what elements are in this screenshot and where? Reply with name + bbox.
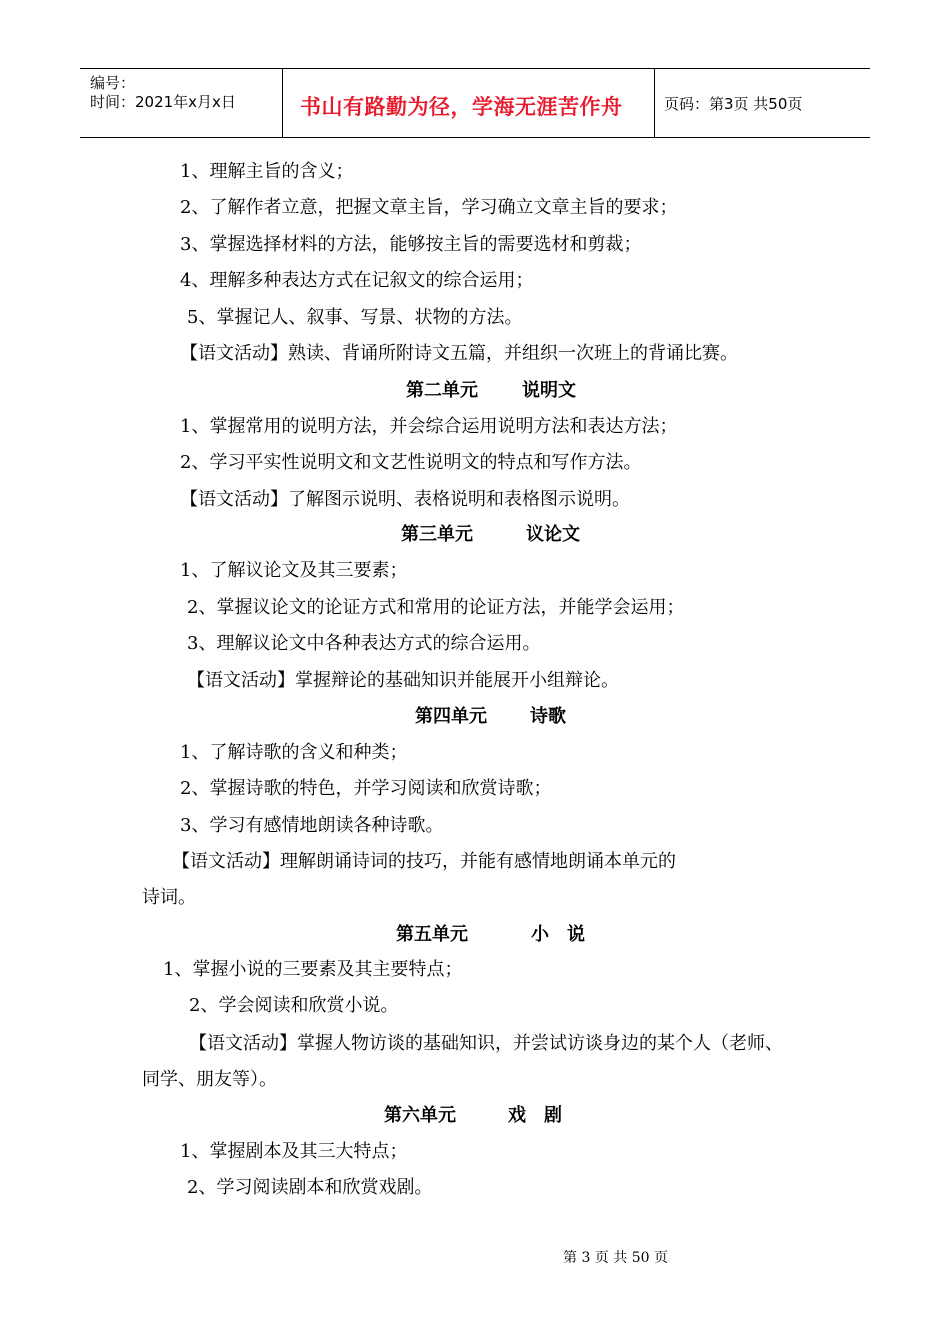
list-item: 1、理解主旨的含义； <box>180 161 354 182</box>
page-footer: 第 3 页 共 50 页 <box>563 1250 668 1266</box>
unit-subtitle: 诗歌 <box>530 706 566 727</box>
header-info-cell <box>80 69 283 137</box>
activity-text: 【语文活动】理解朗诵诗词的技巧，并能有感情地朗诵本单元的 <box>172 851 676 872</box>
list-item: 2、学习阅读剧本和欣赏戏剧。 <box>187 1177 433 1198</box>
number-label: 编号： <box>90 74 136 92</box>
list-item: 1、掌握剧本及其三大特点； <box>180 1141 408 1162</box>
list-item: 1、了解议论文及其三要素； <box>180 560 408 581</box>
list-item: 1、掌握常用的说明方法，并会综合运用说明方法和表达方法； <box>180 416 678 437</box>
list-item: 3、掌握选择材料的方法，能够按主旨的需要选材和剪裁； <box>180 234 642 255</box>
list-item: 3、学习有感情地朗读各种诗歌。 <box>180 815 444 836</box>
activity-text-continued: 诗词。 <box>142 887 196 908</box>
time-label: 时间：2021年x月x日 <box>90 93 236 111</box>
list-item: 2、掌握议论文的论证方式和常用的论证方法，并能学会运用； <box>187 597 685 618</box>
activity-text: 【语文活动】熟读、背诵所附诗文五篇，并组织一次班上的背诵比赛。 <box>180 343 738 364</box>
unit-subtitle: 说明文 <box>522 380 576 401</box>
unit-title: 第六单元 <box>384 1105 456 1126</box>
list-item: 5、掌握记人、叙事、写景、状物的方法。 <box>187 307 523 328</box>
list-item: 4、理解多种表达方式在记叙文的综合运用； <box>180 270 534 291</box>
header-page-cell <box>655 69 870 137</box>
header-motto-cell <box>282 69 655 137</box>
list-item: 2、学会阅读和欣赏小说。 <box>189 995 399 1016</box>
activity-text: 【语文活动】掌握辩论的基础知识并能展开小组辩论。 <box>187 670 619 691</box>
list-item: 1、了解诗歌的含义和种类； <box>180 742 408 763</box>
activity-text: 【语文活动】了解图示说明、表格说明和表格图示说明。 <box>180 489 630 510</box>
unit-subtitle: 小 说 <box>531 924 585 945</box>
unit-title: 第二单元 <box>406 380 478 401</box>
unit-title: 第四单元 <box>415 706 487 727</box>
list-item: 1、掌握小说的三要素及其主要特点； <box>163 959 463 980</box>
list-item: 2、学习平实性说明文和文艺性说明文的特点和写作方法。 <box>180 452 642 473</box>
list-item: 3、理解议论文中各种表达方式的综合运用。 <box>187 633 541 654</box>
list-item: 2、了解作者立意，把握文章主旨，学习确立文章主旨的要求； <box>180 197 678 218</box>
activity-text-continued: 同学、朋友等）。 <box>142 1069 277 1090</box>
unit-subtitle: 议论文 <box>526 524 580 545</box>
page-header <box>80 68 870 138</box>
page-info: 页码：第3页 共50页 <box>664 95 803 113</box>
unit-title: 第三单元 <box>401 524 473 545</box>
unit-subtitle: 戏 剧 <box>508 1105 562 1126</box>
motto-text: 书山有路勤为径，学海无涯苦作舟 <box>300 95 623 119</box>
unit-title: 第五单元 <box>396 924 468 945</box>
list-item: 2、掌握诗歌的特色，并学习阅读和欣赏诗歌； <box>180 778 552 799</box>
activity-text: 【语文活动】掌握人物访谈的基础知识，并尝试访谈身边的某个人（老师、 <box>189 1033 783 1054</box>
